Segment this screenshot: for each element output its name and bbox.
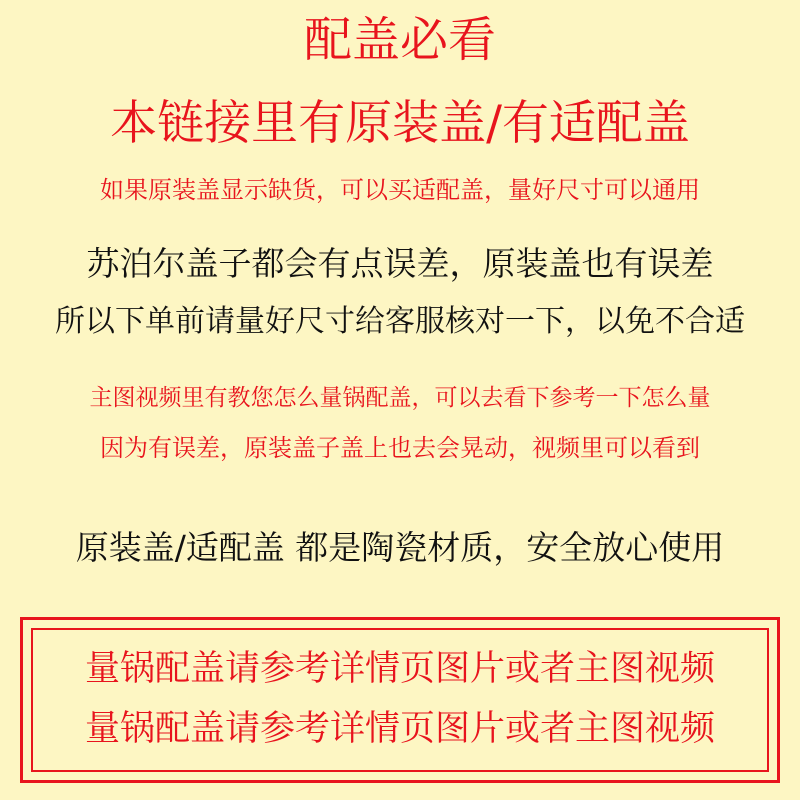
out-of-stock-notice: 如果原装盖显示缺货，可以买适配盖，量好尺寸可以通用 bbox=[100, 176, 700, 204]
bottom-reference-box bbox=[20, 617, 780, 783]
bottom-reference-box-inner-border bbox=[31, 628, 769, 772]
size-error-notice: 苏泊尔盖子都会有点误差，原装盖也有误差 bbox=[86, 244, 714, 283]
lid-wobble-notice: 因为有误差，原装盖子盖上也去会晃动，视频里可以看到 bbox=[100, 434, 700, 462]
page-title: 配盖必看 bbox=[303, 12, 496, 68]
page-subtitle: 本链接里有原装盖/有适配盖 bbox=[110, 96, 690, 151]
measure-before-order-notice: 所以下单前请量好尺寸给客服核对一下，以免不合适 bbox=[55, 304, 745, 339]
material-notice: 原装盖/适配盖 都是陶瓷材质，安全放心使用 bbox=[75, 528, 725, 567]
reference-line-2: 量锅配盖请参考详情页图片或者主图视频 bbox=[84, 709, 715, 749]
reference-line-1: 量锅配盖请参考详情页图片或者主图视频 bbox=[84, 649, 715, 689]
video-guide-notice: 主图视频里有教您怎么量锅配盖，可以去看下参考一下怎么量 bbox=[89, 385, 711, 411]
